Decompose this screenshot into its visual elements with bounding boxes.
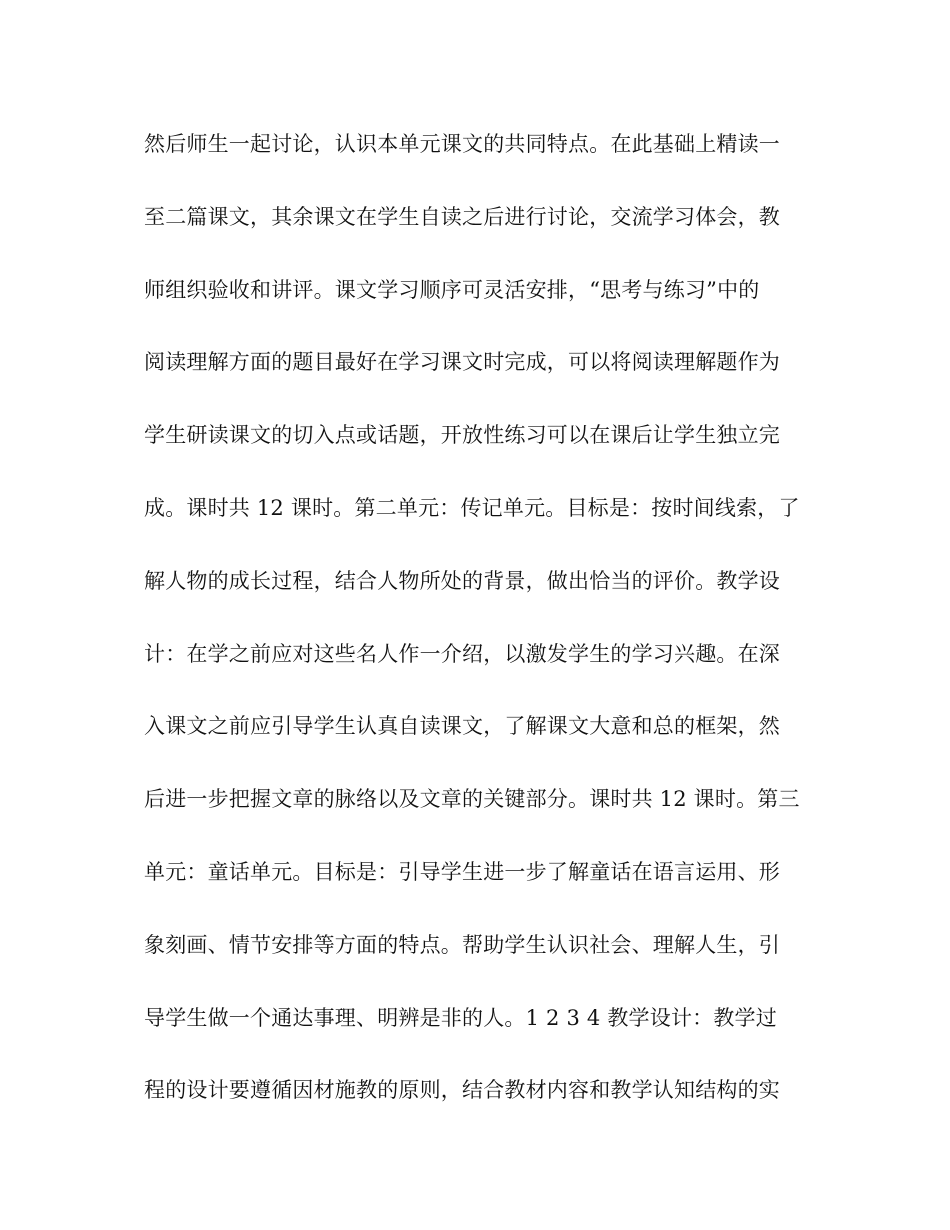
text-line: 然后师生一起讨论，认识本单元课文的共同特点。在此基础上精读一 bbox=[144, 132, 780, 156]
text-line: 成。课时共 12 课时。第二单元：传记单元。目标是：按时间线索，了 bbox=[144, 495, 800, 520]
text-line: 入课文之前应引导学生认真自读课文，了解课文大意和总的框架，然 bbox=[144, 714, 780, 739]
text-line: 学生研读课文的切入点或话题，开放性练习可以在课后让学生独立完 bbox=[144, 423, 780, 448]
text-line: 解人物的成长过程，结合人物所处的背景，做出恰当的评价。教学设 bbox=[144, 568, 780, 593]
text-line: 程的设计要遵循因材施教的原则，结合教材内容和教学认知结构的实 bbox=[144, 1078, 780, 1103]
text-line: 师组织验收和讲评。课文学习顺序可灵活安排，“思考与练习”中的 bbox=[144, 277, 760, 302]
text-line: 阅读理解方面的题目最好在学习课文时完成，可以将阅读理解题作为 bbox=[144, 350, 780, 375]
body-text bbox=[144, 120, 814, 1139]
text-line: 计：在学之前应对这些名人作一介绍，以激发学生的学习兴趣。在深 bbox=[144, 641, 780, 666]
text-line: 象刻画、情节安排等方面的特点。帮助学生认识社会、理解人生，引 bbox=[144, 932, 780, 957]
text-line: 导学生做一个通达事理、明辨是非的人。1 2 3 4 教学设计：教学过 bbox=[144, 1005, 777, 1030]
text-line: 后进一步把握文章的脉络以及文章的关键部分。课时共 12 课时。第三 bbox=[144, 787, 800, 812]
text-line: 单元：童话单元。目标是：引导学生进一步了解童话在语言运用、形 bbox=[144, 859, 780, 884]
text-line: 至二篇课文，其余课文在学生自读之后进行讨论，交流学习体会，教 bbox=[144, 204, 780, 229]
